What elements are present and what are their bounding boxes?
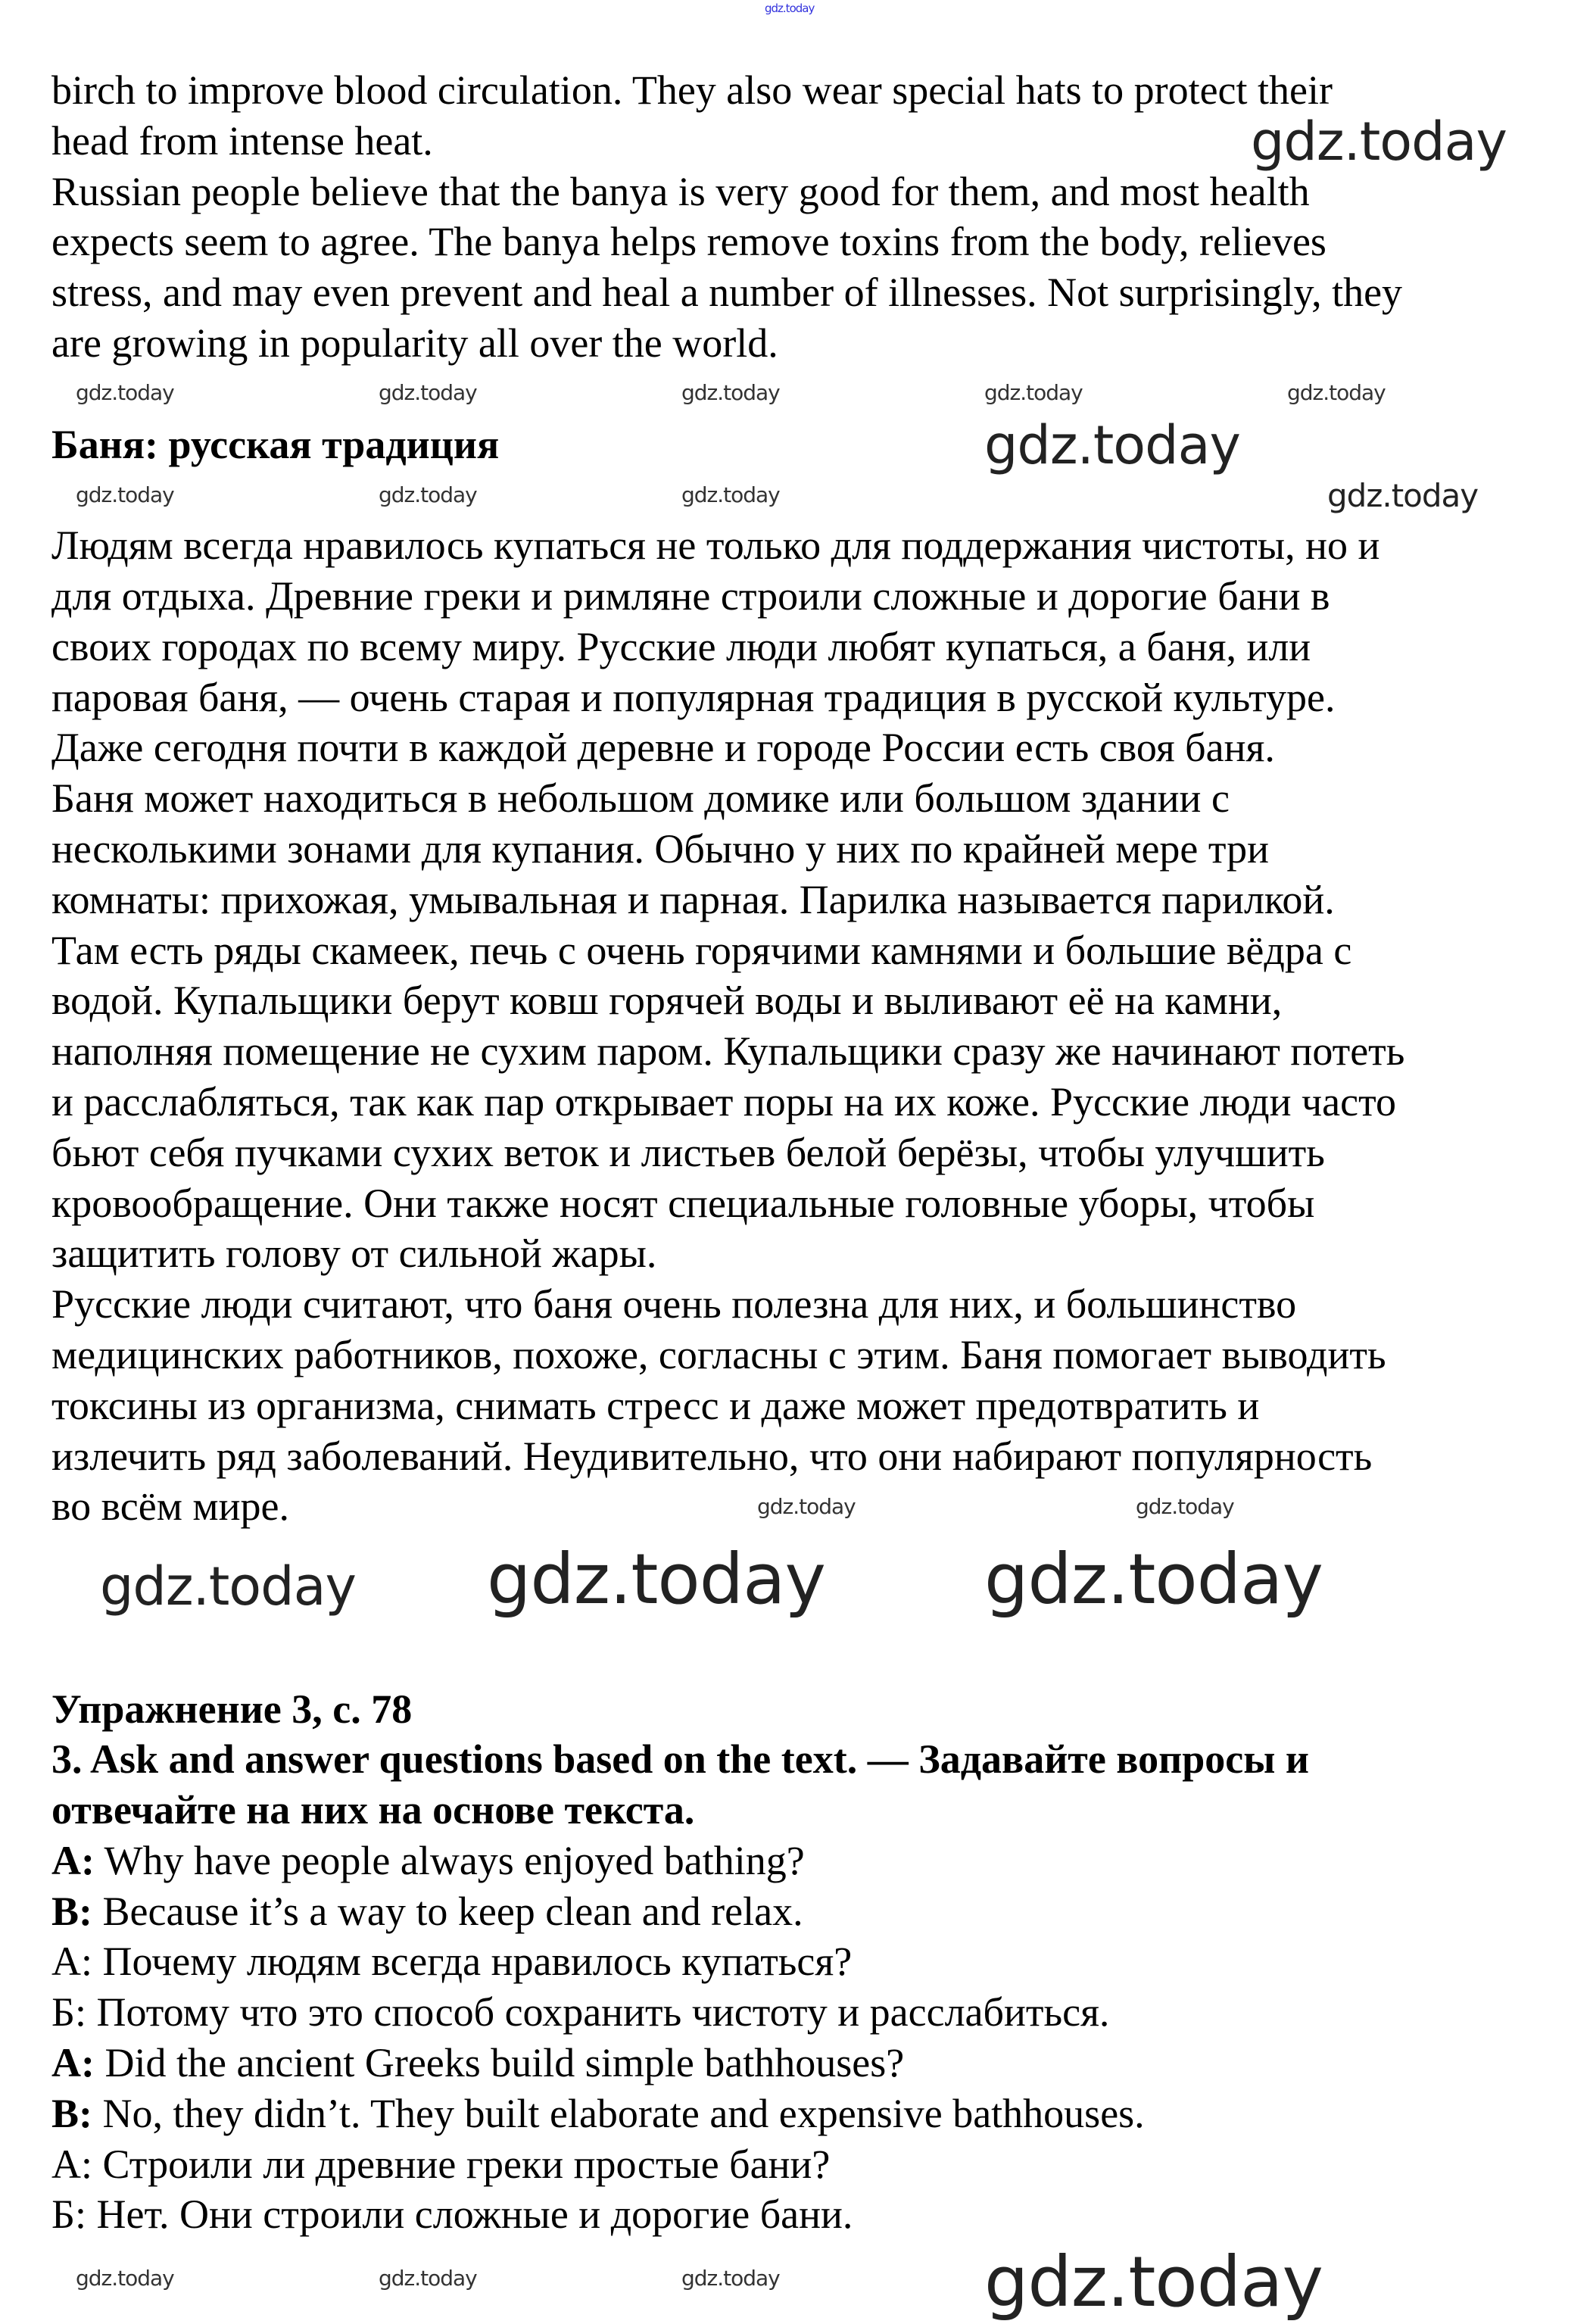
watermark: gdz.today <box>1327 477 1479 514</box>
line-text: are growing in popularity all over the world. <box>51 320 778 366</box>
text-line <box>51 1836 1404 1886</box>
line-text: Why have people always enjoyed bathing? <box>94 1837 805 1883</box>
text-line <box>51 773 1404 824</box>
blank-line <box>51 1633 1404 1684</box>
line-text: несколькими зонами для купания. Обычно у них по крайней мере три <box>51 825 1270 872</box>
text-line <box>51 1026 1404 1077</box>
speaker-label: A: <box>51 1837 95 1883</box>
line-text: во всём мире. <box>51 1483 289 1530</box>
watermark: gdz.today <box>379 380 477 405</box>
watermark: gdz.today <box>379 482 477 507</box>
text-line <box>51 1987 1404 2038</box>
text-line <box>51 2189 1404 2240</box>
text-line <box>51 1077 1404 1128</box>
text-line <box>51 925 1404 976</box>
line-text: медицинских работников, похоже, согласны с этим. Баня помогает выводить <box>51 1331 1386 1377</box>
watermark: gdz.today <box>76 2266 174 2291</box>
line-text: паровая баня, — очень старая и популярная традиция в русской культуре. <box>51 674 1336 720</box>
watermark: gdz.today <box>379 2266 477 2291</box>
watermark: gdz.today <box>757 1494 856 1519</box>
line-text: Баня может находиться в небольшом домике или большом здании с <box>51 775 1230 822</box>
text-line <box>51 622 1404 672</box>
line-text: Because it’s a way to keep clean and relax. <box>92 1888 803 1934</box>
line-text: head from intense heat. <box>51 117 433 164</box>
line-text: А: Почему людям всегда нравилось купаться? <box>51 1939 853 1985</box>
text-line <box>51 167 1404 217</box>
watermark: gdz.today <box>984 414 1240 476</box>
text-line <box>51 1936 1404 1987</box>
text-line <box>51 1330 1404 1380</box>
watermark: gdz.today <box>76 482 174 507</box>
text-line <box>51 1380 1404 1431</box>
line-text: Людям всегда нравилось купаться не только для поддержания чистоты, но и <box>51 523 1380 569</box>
watermark: gdz.today <box>1136 1494 1234 1519</box>
speaker-label: B: <box>51 1888 92 1934</box>
line-text: Б: Потому что это способ сохранить чистоту и расслабиться. <box>51 1989 1110 2035</box>
watermark: gdz.today <box>1251 111 1507 173</box>
text-line <box>51 1886 1404 1937</box>
line-text: 3. Ask and answer questions based on the text. — Задавайте вопросы и <box>51 1736 1309 1783</box>
text-line <box>51 116 1404 167</box>
watermark: gdz.today <box>984 380 1083 405</box>
line-text: бьют себя пучками сухих веток и листьев белой берёзы, чтобы улучшить <box>51 1129 1325 1175</box>
text-line <box>51 520 1404 571</box>
line-text: Did the ancient Greeks build simple bathhouses? <box>94 2040 905 2086</box>
text-line <box>51 267 1404 318</box>
heading-line <box>51 1734 1404 1785</box>
line-text: комнаты: прихожая, умывальная и парная. Парилка называется парилкой. <box>51 876 1335 922</box>
watermark: gdz.today <box>1287 380 1386 405</box>
text-line <box>51 824 1404 875</box>
text-line <box>51 1431 1404 1482</box>
line-text: отвечайте на них на основе текста. <box>51 1787 695 1833</box>
line-text: Упражнение 3, с. 78 <box>51 1686 413 1732</box>
line-text: для отдыха. Древние греки и римляне строили сложные и дорогие бани в <box>51 572 1330 619</box>
line-text: stress, and may even prevent and heal a number of illnesses. Not surprisingly, they <box>51 270 1403 316</box>
speaker-label: B: <box>51 2090 92 2136</box>
line-text: birch to improve blood circulation. They also wear special hats to protect their <box>51 67 1333 113</box>
line-text: своих городах по всему миру. Русские люди любят купаться, а баня, или <box>51 623 1311 669</box>
line-text: токсины из организма, снимать стресс и даже может предотвратить и <box>51 1382 1260 1428</box>
line-text: No, they didn’t. They built elaborate and expensive bathhouses. <box>92 2090 1145 2136</box>
text-line <box>51 1128 1404 1178</box>
text-line <box>51 571 1404 622</box>
text-line <box>51 722 1404 773</box>
speaker-label: A: <box>51 2040 95 2086</box>
text-line <box>51 1279 1404 1330</box>
line-text: и расслабляться, так как пар открывает поры на их коже. Русские люди часто <box>51 1078 1396 1125</box>
line-text: Даже сегодня почти в каждой деревне и городе России есть своя баня. <box>51 725 1275 771</box>
line-text: Russian people believe that the banya is very good for them, and most health <box>51 168 1310 214</box>
text-line <box>51 672 1404 723</box>
line-text: защитить голову от сильной жары. <box>51 1231 657 1277</box>
line-text: излечить ряд заболеваний. Неудивительно, что они набирают популярность <box>51 1433 1373 1479</box>
text-line <box>51 2088 1404 2139</box>
watermark: gdz.today <box>681 2266 780 2291</box>
watermark: gdz.today <box>487 1539 825 1620</box>
text-line <box>51 65 1404 116</box>
text-line <box>51 217 1404 267</box>
line-text: Б: Нет. Они строили сложные и дорогие бани. <box>51 2191 853 2238</box>
line-text: А: Строили ли древние греки простые бани? <box>51 2141 831 2187</box>
text-line <box>51 2139 1404 2190</box>
heading-line <box>51 1785 1404 1836</box>
text-line <box>51 1178 1404 1229</box>
watermark: gdz.today <box>76 380 174 405</box>
text-line <box>51 2038 1404 2088</box>
text-line <box>51 1228 1404 1279</box>
watermark: gdz.today <box>681 482 780 507</box>
watermark: gdz.today <box>681 380 780 405</box>
watermark: gdz.today <box>984 1539 1323 1620</box>
text-line <box>51 875 1404 925</box>
watermark: gdz.today <box>984 2241 1323 2322</box>
line-text: Баня: русская традиция <box>51 421 500 467</box>
text-line <box>51 318 1404 369</box>
line-text: водой. Купальщики берут ковш горячей воды и выливают её на камни, <box>51 978 1283 1024</box>
line-text: Там есть ряды скамеек, печь с очень горячими камнями и большие вёдра с <box>51 927 1352 973</box>
line-text: Русские люди считают, что баня очень полезна для них, и большинство <box>51 1281 1297 1327</box>
heading-line <box>51 1684 1404 1735</box>
line-text: expects seem to agree. The banya helps remove toxins from the body, relieves <box>51 219 1326 265</box>
watermark: gdz.today <box>100 1555 356 1617</box>
line-text: наполняя помещение не сухим паром. Купальщики сразу же начинают потеть <box>51 1028 1405 1075</box>
text-line <box>51 975 1404 1026</box>
watermark: gdz.today <box>765 2 815 15</box>
line-text: кровообращение. Они также носят специальные головные уборы, чтобы <box>51 1180 1315 1226</box>
